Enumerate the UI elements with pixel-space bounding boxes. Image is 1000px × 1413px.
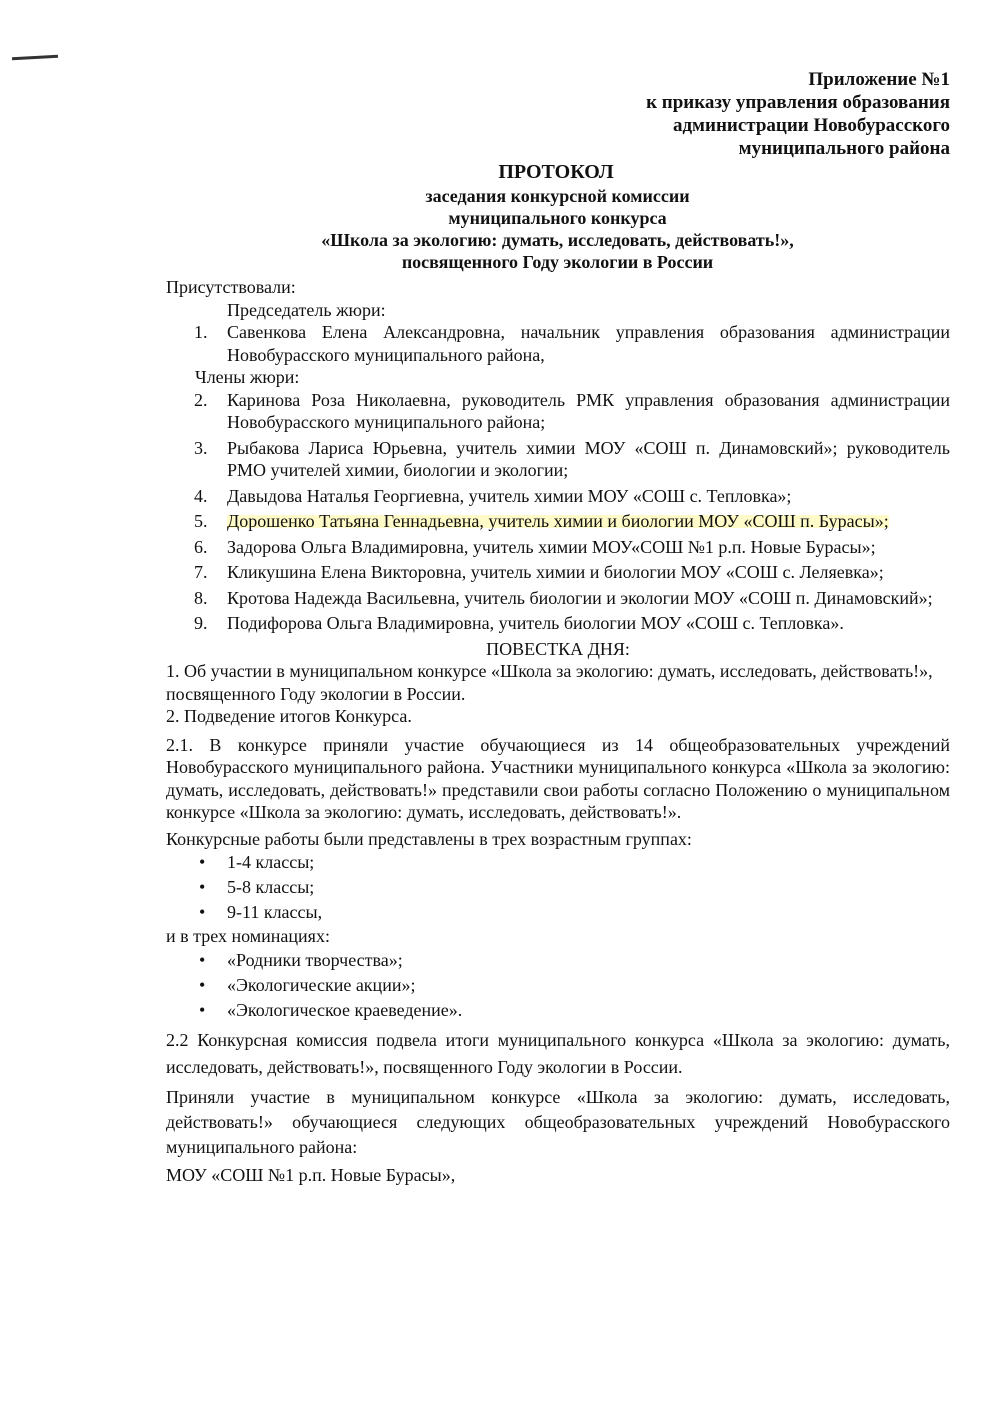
bullet-icon: •	[199, 877, 206, 897]
bullet-icon: •	[199, 949, 206, 970]
title-line: «Школа за экологию: думать, исследовать, действовать!»,	[321, 230, 794, 250]
chair-label: Председатель жюри:	[227, 299, 386, 320]
list-item	[166, 321, 950, 366]
item-number: 1.	[194, 322, 208, 342]
item-text: Давыдова Наталья Георгиевна, учитель химии МОУ «СОШ с. Тепловка»;	[227, 485, 792, 506]
agenda-item: 1. Об участии в муниципальном конкурсе «Школа за экологию: думать, исследовать, действовать!», посвященного Году экологии в России.	[166, 661, 933, 704]
list-item	[166, 485, 950, 508]
list-item	[166, 561, 950, 584]
item-number: 8.	[194, 587, 208, 608]
paragraph-2-2: 2.2 Конкурсная комиссия подвела итоги муниципального конкурса «Школа за экологию: думать, исследовать, действовать!», посвященного Году экологии в России.	[166, 1029, 950, 1077]
item-number: 5.	[194, 511, 208, 531]
appendix-line: к приказу управления образования	[646, 92, 950, 113]
appendix-line: муниципального района	[738, 138, 950, 159]
item-text: 1-4 классы;	[227, 852, 315, 872]
title-line: заседания конкурсной комиссии	[425, 186, 690, 206]
list-item	[166, 536, 950, 559]
bullet-icon: •	[199, 999, 206, 1020]
list-item	[166, 973, 950, 998]
item-text: 9-11 классы,	[227, 902, 323, 922]
item-text: 5-8 классы;	[227, 877, 315, 897]
item-text: Задорова Ольга Владимировна, учитель химии МОУ«СОШ №1 р.п. Новые Бурасы»;	[227, 536, 876, 557]
agenda-item: 2. Подведение итогов Конкурса.	[166, 706, 412, 726]
appendix-header	[646, 68, 950, 160]
item-text: «Экологическое краеведение».	[227, 999, 463, 1020]
list-item	[166, 900, 950, 925]
item-text: Савенкова Елена Александровна, начальник управления образования администрации Новобурасского муниципального района,	[227, 322, 950, 365]
scan-mark	[12, 55, 58, 60]
age-groups-list	[166, 850, 950, 925]
item-number: 4.	[194, 485, 208, 506]
nominations-list	[166, 948, 950, 1023]
list-item	[166, 389, 950, 434]
document-title	[0, 160, 1000, 273]
document-body	[166, 276, 950, 1186]
list-item	[166, 998, 950, 1023]
item-text: Кротова Надежда Васильевна, учитель биологии и экологии МОУ «СОШ п. Динамовский»;	[227, 587, 933, 608]
list-item	[166, 587, 950, 610]
members-label: Члены жюри:	[195, 367, 300, 387]
appendix-line: Приложение №1	[808, 69, 950, 90]
title-line: посвященного Году экологии в России	[401, 252, 714, 272]
bullet-icon: •	[199, 902, 206, 922]
item-number: 3.	[194, 437, 208, 458]
participants-paragraph: Приняли участие в муниципальном конкурсе «Школа за экологию: думать, исследовать, действовать!» обучающиеся следующих общеобразовательных учреждений Новобурасского муниципального района:	[166, 1086, 950, 1157]
agenda-title: ПОВЕСТКА ДНЯ:	[486, 638, 630, 659]
jury-list	[166, 389, 950, 635]
bullet-icon: •	[199, 974, 206, 995]
item-number: 2.	[194, 389, 208, 410]
list-item	[166, 948, 950, 973]
item-text: Кликушина Елена Викторовна, учитель химии и биологии МОУ «СОШ с. Леляевка»;	[227, 562, 884, 582]
paragraph-2-1: 2.1. В конкурсе приняли участие обучающиеся из 14 общеобразовательных учреждений Новобурасского муниципального района. Участники муниципального конкурса «Школа за экологию: думать, исследовать, действовать!» представили свои работы согласно Положению о муниципальном конкурсе «Школа за экологию: думать, исследовать, действовать!».	[166, 734, 950, 822]
item-text: Дорошенко Татьяна Геннадьевна, учитель химии и биологии МОУ «СОШ п. Бурасы»;	[227, 511, 889, 531]
list-item	[166, 875, 950, 900]
item-number: 7.	[194, 562, 208, 582]
jury-list	[166, 321, 950, 366]
nominations-intro: и в трех номинациях:	[166, 926, 330, 946]
item-text: «Экологические акции»;	[227, 974, 416, 995]
list-item	[166, 437, 950, 482]
school-entry: МОУ «СОШ №1 р.п. Новые Бурасы»,	[166, 1164, 456, 1185]
item-text: Подифорова Ольга Владимировна, учитель биологии МОУ «СОШ с. Тепловка».	[227, 613, 844, 633]
appendix-line: администрации Новобурасского	[672, 115, 950, 136]
present-label: Присутствовали:	[166, 277, 296, 297]
item-number: 9.	[194, 613, 208, 633]
bullet-icon: •	[199, 852, 206, 872]
list-item	[166, 612, 950, 635]
item-number: 6.	[194, 536, 208, 557]
title-line: муниципального конкурса	[448, 208, 667, 228]
protocol-heading: ПРОТОКОЛ	[498, 161, 614, 183]
item-text: «Родники творчества»;	[227, 949, 403, 970]
item-text: Каринова Роза Николаевна, руководитель РМК управления образования администрации Новобурасского муниципального района;	[227, 389, 950, 432]
groups-intro: Конкурсные работы были представлены в трех возрастным группах:	[166, 828, 692, 849]
item-text: Рыбакова Лариса Юрьевна, учитель химии МОУ «СОШ п. Динамовский»; руководитель РМО учителей химии, биологии и экологии;	[227, 437, 950, 480]
list-item-highlighted	[166, 510, 950, 533]
list-item	[166, 850, 950, 875]
